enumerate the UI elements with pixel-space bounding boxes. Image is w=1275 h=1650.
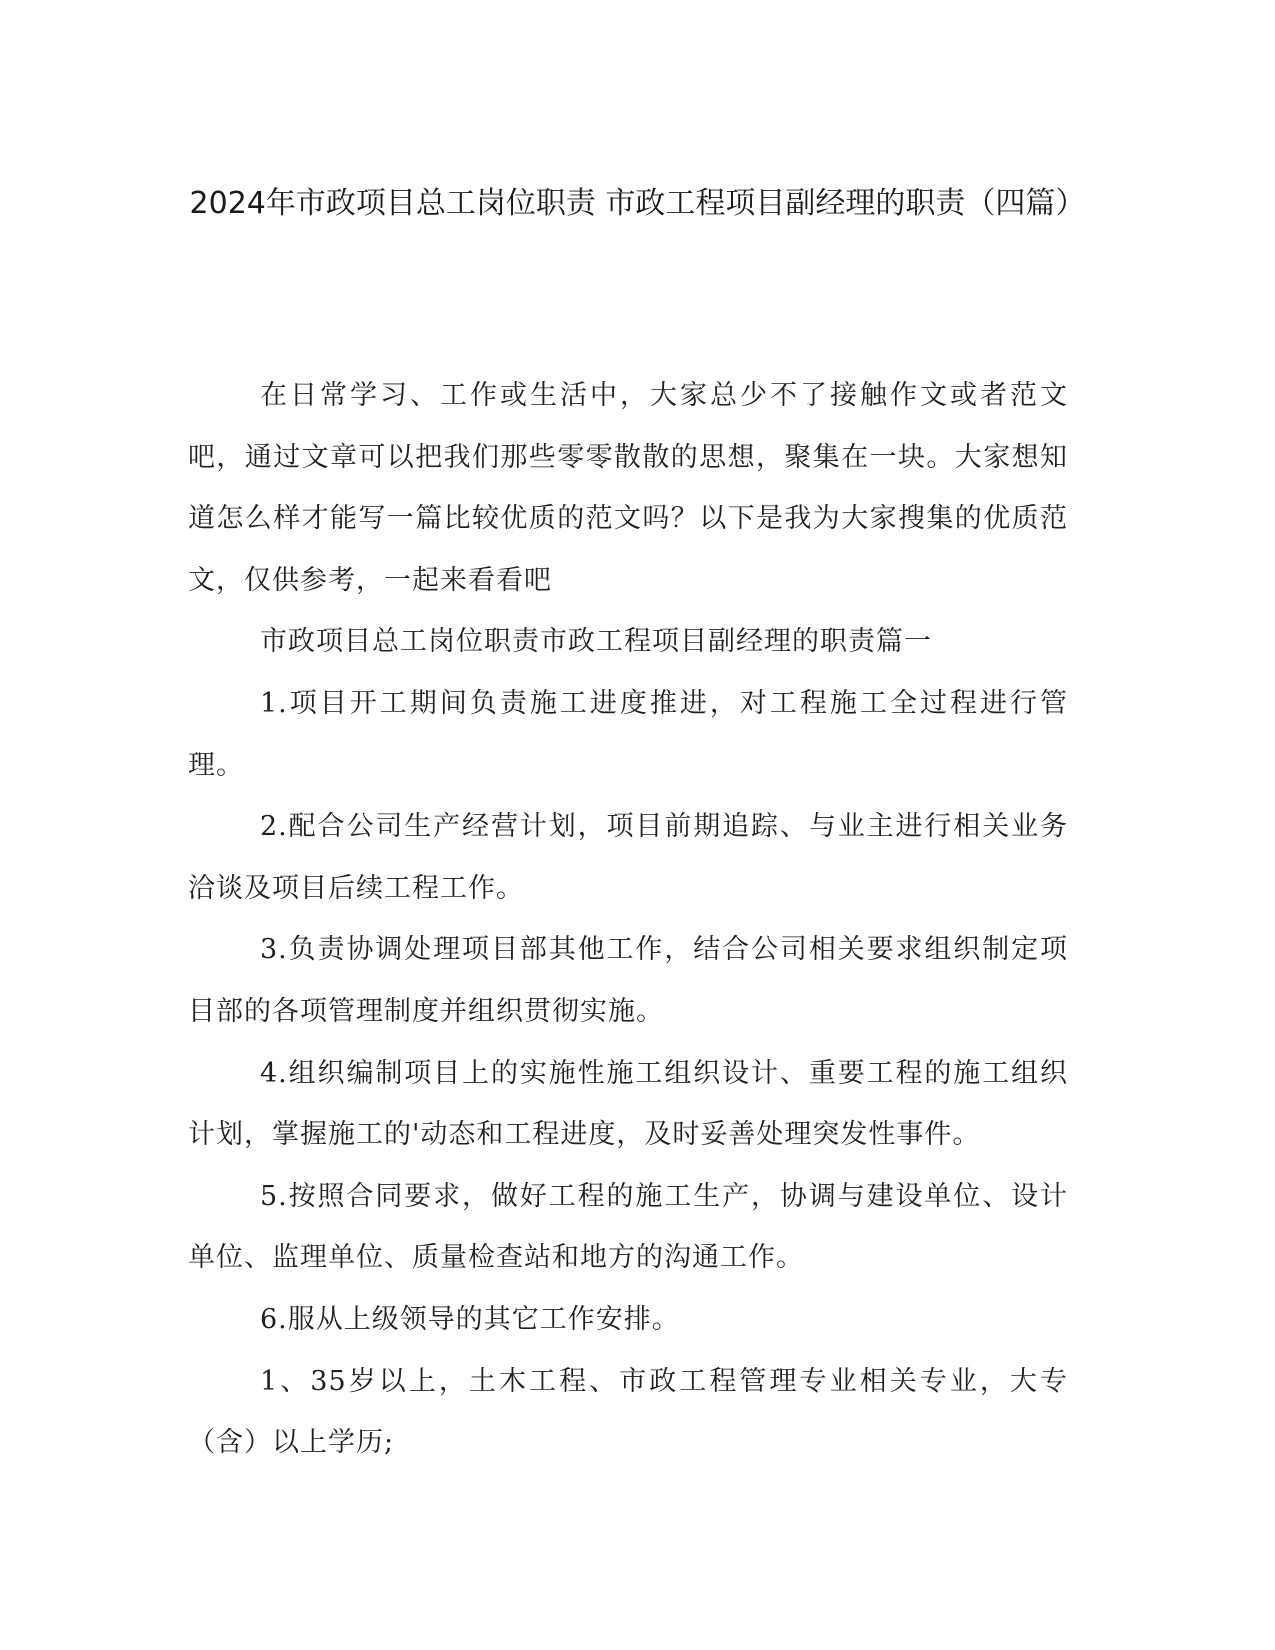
paragraph-intro: 在日常学习、工作或生活中，大家总少不了接触作文或者范文吧，通过文章可以把我们那些零零散散的思想，聚集在一块。大家想知道怎么样才能写一篇比较优质的范文吗？以下是我为大家搜集的优质范文，仅供参考，一起来看看吧 xyxy=(188,380,1068,596)
paragraph-item-6: 6.服从上级领导的其它工作安排。 xyxy=(260,1303,680,1335)
paragraph-item-4: 4.组织编制项目上的实施性施工组织设计、重要工程的施工组织计划，掌握施工的'动态和工程进度，及时妥善处理突发性事件。 xyxy=(188,1057,1068,1151)
paragraph-item-5: 5.按照合同要求，做好工程的施工生产，协调与建设单位、设计单位、监理单位、质量检查站和地方的沟通工作。 xyxy=(188,1180,1068,1274)
paragraph-item-2: 2.配合公司生产经营计划，项目前期追踪、与业主进行相关业务洽谈及项目后续工程工作。 xyxy=(188,811,1068,904)
document-body xyxy=(188,365,1068,1474)
document-title: 2024年市政项目总工岗位职责 市政工程项目副经理的职责（四篇） xyxy=(189,186,1086,221)
paragraph-requirement-1: 1、35岁以上，土木工程、市政工程管理专业相关专业，大专（含）以上学历; xyxy=(188,1365,1068,1459)
paragraph-item-1: 1.项目开工期间负责施工进度推进，对工程施工全过程进行管理。 xyxy=(188,687,1068,781)
paragraph-section-heading: 市政项目总工岗位职责市政工程项目副经理的职责篇一 xyxy=(260,626,932,658)
paragraph-item-3: 3.负责协调处理项目部其他工作，结合公司相关要求组织制定项目部的各项管理制度并组织贯彻实施。 xyxy=(188,934,1068,1027)
